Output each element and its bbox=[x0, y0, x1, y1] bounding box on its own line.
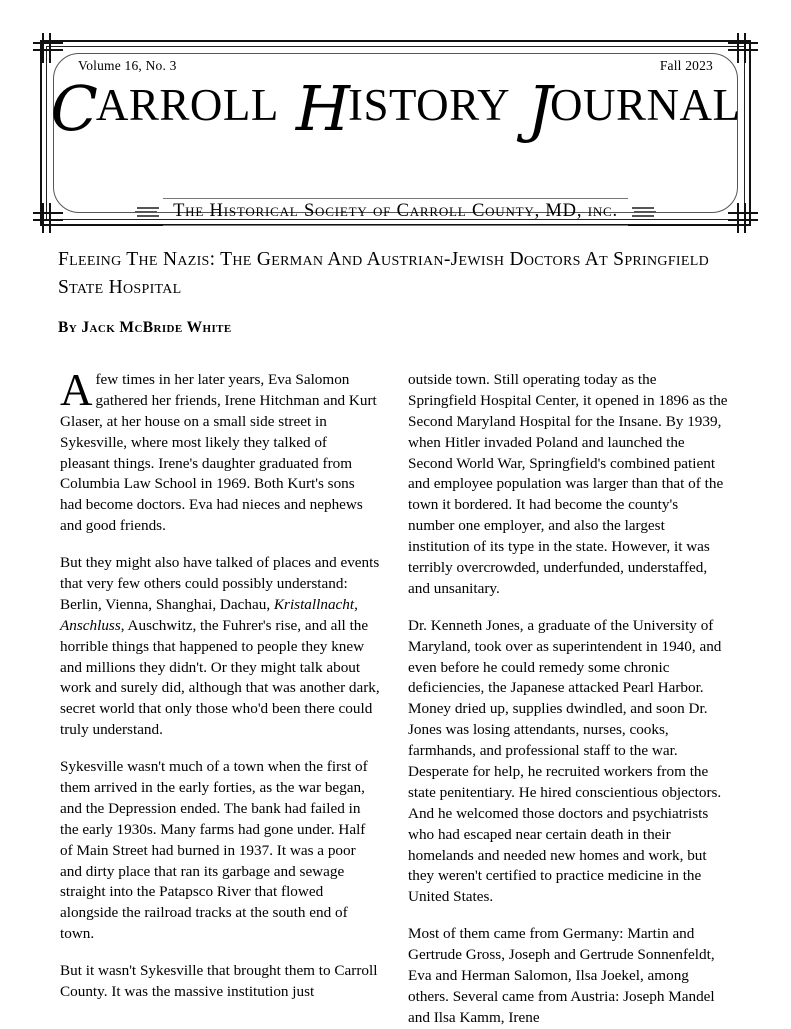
paragraph: Afew times in her later years, Eva Salomon gathered her friends, Irene Hitchman and Kurt Glaser, at her house on a small side street in Sykesville, where most likely they talked of pleasant things. Irene's daughter graduated from Columbia Law School in 1969. Both Kurt's sons had become doctors. Eva had nieces and nephews and good friends. bbox=[60, 365, 377, 535]
paragraph: Sykesville wasn't much of a town when the first of them arrived in the early forties, as the war began, and the Depression ended. The bank had failed in the early 1930s. Many farms had gone under. Half of Main Street had burned in 1937. It was a poor and dirty place that ran its garbage and sewage straight into the Patapsco River that flowed alongside the railroad tracks at the south end of town. bbox=[60, 758, 368, 943]
corner-ornament-top-left-icon bbox=[33, 33, 63, 63]
paragraph: Most of them came from Germany: Martin and Gertrude Gross, Joseph and Gertrude Sonnenfeldt, Eva and Herman Salomon, Ilsa Joekel, among others. Several came from Austria: Joseph Mandel and Ilsa Kamm, Irene bbox=[408, 925, 715, 1026]
masthead-subtitle-row bbox=[40, 198, 751, 226]
rule-ornament-left-icon bbox=[133, 205, 159, 219]
journal-title-swash-j: J bbox=[527, 72, 551, 145]
journal-title-word2: ISTORY bbox=[347, 80, 511, 130]
paragraph: But they might also have talked of places and events that very few others could possibly understand: Berlin, Vienna, Shanghai, Dachau, Kristallnacht, Anschluss, Auschwitz, the Fuhrer's rise, and all the horrible things that happened to people they knew and millions they didn't. Or they might talk about work and surely did, although that was another dark, secret world that only those who'd been there could truly understand. bbox=[60, 554, 380, 739]
paragraph: Dr. Kenneth Jones, a graduate of the University of Maryland, took over as superintendent in 1940, and even before he could remedy some chronic deficiencies, the Japanese attacked Pearl Harbor. Money dried up, supplies dwindled, and soon Dr. Jones was losing attendants, nurses, cooks, farmhands, and professional staff to the war. Desperate for help, he recruited workers from the state penitentiary. He hired conscientious objectors. And he welcomed those doctors and psychiatrists who had escaped near certain death in their homelands and needed new homes and work, but they weren't certified to practice medicine in the United States. bbox=[408, 616, 722, 906]
journal-title-swash-h: H bbox=[295, 72, 348, 145]
paragraph: But it wasn't Sykesville that brought them to Carroll County. It was the massive institution just bbox=[60, 962, 378, 1001]
article-header bbox=[58, 246, 738, 337]
journal-title-word1: ARROLL bbox=[95, 80, 279, 130]
journal-title bbox=[40, 72, 751, 145]
rule-ornament-right-icon bbox=[632, 205, 658, 219]
article-body bbox=[60, 365, 740, 1029]
column-right bbox=[408, 370, 728, 1029]
article-title: Fleeing The Nazis: The German And Austrian-Jewish Doctors At Springfield State Hospital bbox=[58, 249, 709, 299]
paragraph: outside town. Still operating today as the Springfield Hospital Center, it opened in 1896 as the Second Maryland Hospital for the Insane. By 1939, when Hitler invaded Poland and launched the Second World War, Springfield's combined patient and employee population was larger than that of the town it bordered. It had become the county's number one employer, and also the largest institution of its type in the state. However, it was terribly overcrowded, underfunded, understaffed, and unsanitary. bbox=[408, 371, 728, 597]
corner-ornament-top-right-icon bbox=[728, 33, 758, 63]
volume-label: Volume 16, No. 3 bbox=[78, 58, 177, 73]
journal-title-swash-c: C bbox=[50, 72, 96, 145]
issue-date-label: Fall 2023 bbox=[659, 58, 713, 73]
article-byline: By Jack McBride White bbox=[58, 318, 232, 336]
journal-title-word3: OURNAL bbox=[550, 80, 741, 130]
society-subtitle: The Historical Society of Carroll County, MD, inc. bbox=[163, 198, 628, 226]
masthead-issue-line bbox=[78, 58, 713, 74]
masthead bbox=[40, 40, 751, 226]
column-left bbox=[60, 365, 380, 1029]
